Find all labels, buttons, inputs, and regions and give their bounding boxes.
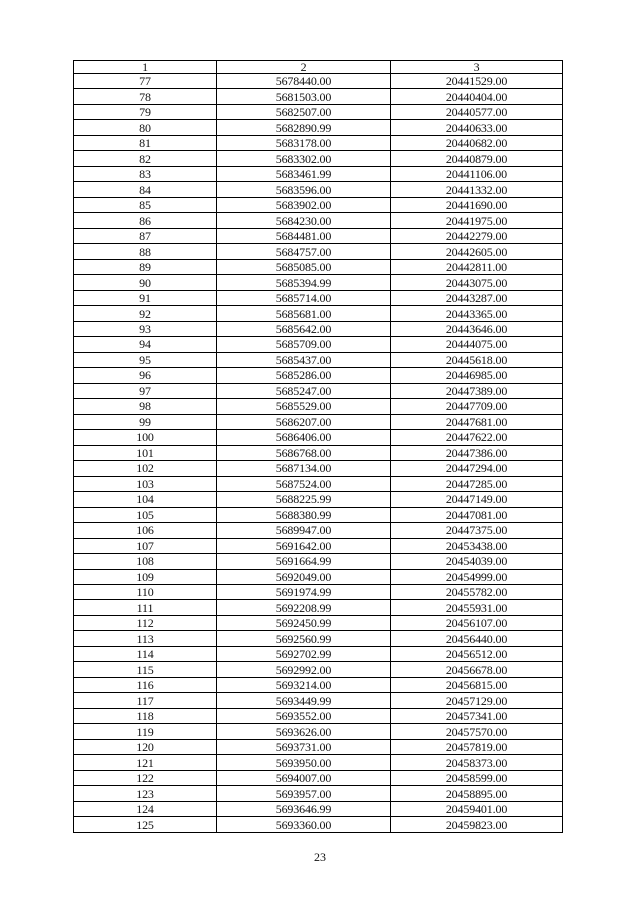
x-coordinate-cell: 5693646.99 xyxy=(217,801,391,816)
point-number-cell: 112 xyxy=(74,615,217,630)
point-number-cell: 78 xyxy=(74,89,217,104)
table-row xyxy=(74,89,563,104)
x-coordinate-cell: 5692450.99 xyxy=(217,615,391,630)
x-coordinate-cell: 5686207.00 xyxy=(217,414,391,429)
y-coordinate-cell: 20447622.00 xyxy=(391,430,563,445)
y-coordinate-cell: 20453438.00 xyxy=(391,538,563,553)
table-row xyxy=(74,615,563,630)
point-number-cell: 114 xyxy=(74,646,217,661)
x-coordinate-cell: 5685247.00 xyxy=(217,383,391,398)
y-coordinate-cell: 20442811.00 xyxy=(391,259,563,274)
table-row xyxy=(74,507,563,522)
point-number-cell: 92 xyxy=(74,306,217,321)
table-row xyxy=(74,120,563,135)
point-number-cell: 85 xyxy=(74,197,217,212)
x-coordinate-cell: 5682890.99 xyxy=(217,120,391,135)
y-coordinate-cell: 20458895.00 xyxy=(391,786,563,801)
x-coordinate-cell: 5691974.99 xyxy=(217,584,391,599)
x-coordinate-cell: 5688380.99 xyxy=(217,507,391,522)
x-coordinate-cell: 5683461.99 xyxy=(217,166,391,181)
x-coordinate-cell: 5687134.00 xyxy=(217,461,391,476)
x-coordinate-cell: 5685714.00 xyxy=(217,290,391,305)
column-header-2: 2 xyxy=(217,61,391,74)
point-number-cell: 122 xyxy=(74,770,217,785)
point-number-cell: 94 xyxy=(74,337,217,352)
table-row xyxy=(74,104,563,119)
x-coordinate-cell: 5693626.00 xyxy=(217,724,391,739)
y-coordinate-cell: 20447081.00 xyxy=(391,507,563,522)
x-coordinate-cell: 5693552.00 xyxy=(217,708,391,723)
point-number-cell: 97 xyxy=(74,383,217,398)
point-number-cell: 124 xyxy=(74,801,217,816)
table-row xyxy=(74,259,563,274)
table-row xyxy=(74,244,563,259)
table-row xyxy=(74,801,563,816)
table-row xyxy=(74,817,563,833)
coordinates-table xyxy=(73,60,563,833)
point-number-cell: 125 xyxy=(74,817,217,833)
point-number-cell: 99 xyxy=(74,414,217,429)
y-coordinate-cell: 20447285.00 xyxy=(391,476,563,491)
y-coordinate-cell: 20458373.00 xyxy=(391,755,563,770)
x-coordinate-cell: 5693214.00 xyxy=(217,677,391,692)
x-coordinate-cell: 5683596.00 xyxy=(217,182,391,197)
x-coordinate-cell: 5694007.00 xyxy=(217,770,391,785)
table-row xyxy=(74,461,563,476)
y-coordinate-cell: 20447681.00 xyxy=(391,414,563,429)
table-row xyxy=(74,321,563,336)
table-row xyxy=(74,368,563,383)
table-row xyxy=(74,708,563,723)
point-number-cell: 82 xyxy=(74,151,217,166)
x-coordinate-cell: 5683302.00 xyxy=(217,151,391,166)
point-number-cell: 106 xyxy=(74,523,217,538)
point-number-cell: 103 xyxy=(74,476,217,491)
y-coordinate-cell: 20456512.00 xyxy=(391,646,563,661)
table-row xyxy=(74,554,563,569)
x-coordinate-cell: 5685709.00 xyxy=(217,337,391,352)
point-number-cell: 120 xyxy=(74,739,217,754)
x-coordinate-cell: 5685529.00 xyxy=(217,399,391,414)
point-number-cell: 111 xyxy=(74,600,217,615)
x-coordinate-cell: 5678440.00 xyxy=(217,74,391,89)
y-coordinate-cell: 20447386.00 xyxy=(391,445,563,460)
y-coordinate-cell: 20458599.00 xyxy=(391,770,563,785)
y-coordinate-cell: 20457129.00 xyxy=(391,693,563,708)
y-coordinate-cell: 20447375.00 xyxy=(391,523,563,538)
point-number-cell: 116 xyxy=(74,677,217,692)
point-number-cell: 108 xyxy=(74,554,217,569)
point-number-cell: 110 xyxy=(74,584,217,599)
x-coordinate-cell: 5693360.00 xyxy=(217,817,391,833)
point-number-cell: 102 xyxy=(74,461,217,476)
table-row xyxy=(74,476,563,491)
y-coordinate-cell: 20457570.00 xyxy=(391,724,563,739)
table-row xyxy=(74,662,563,677)
table-row xyxy=(74,213,563,228)
x-coordinate-cell: 5691642.00 xyxy=(217,538,391,553)
x-coordinate-cell: 5693731.00 xyxy=(217,739,391,754)
point-number-cell: 93 xyxy=(74,321,217,336)
table-row xyxy=(74,306,563,321)
y-coordinate-cell: 20440633.00 xyxy=(391,120,563,135)
point-number-cell: 77 xyxy=(74,74,217,89)
x-coordinate-cell: 5685642.00 xyxy=(217,321,391,336)
x-coordinate-cell: 5685437.00 xyxy=(217,352,391,367)
y-coordinate-cell: 20447294.00 xyxy=(391,461,563,476)
x-coordinate-cell: 5685681.00 xyxy=(217,306,391,321)
x-coordinate-cell: 5685394.99 xyxy=(217,275,391,290)
point-number-cell: 121 xyxy=(74,755,217,770)
y-coordinate-cell: 20456678.00 xyxy=(391,662,563,677)
point-number-cell: 89 xyxy=(74,259,217,274)
table-row xyxy=(74,290,563,305)
x-coordinate-cell: 5681503.00 xyxy=(217,89,391,104)
x-coordinate-cell: 5684757.00 xyxy=(217,244,391,259)
point-number-cell: 117 xyxy=(74,693,217,708)
table-row xyxy=(74,399,563,414)
x-coordinate-cell: 5684481.00 xyxy=(217,228,391,243)
y-coordinate-cell: 20456440.00 xyxy=(391,631,563,646)
y-coordinate-cell: 20459401.00 xyxy=(391,801,563,816)
table-row xyxy=(74,352,563,367)
table-row xyxy=(74,770,563,785)
point-number-cell: 105 xyxy=(74,507,217,522)
point-number-cell: 115 xyxy=(74,662,217,677)
point-number-cell: 100 xyxy=(74,430,217,445)
table-row xyxy=(74,677,563,692)
point-number-cell: 79 xyxy=(74,104,217,119)
y-coordinate-cell: 20443646.00 xyxy=(391,321,563,336)
table-row xyxy=(74,135,563,150)
y-coordinate-cell: 20440404.00 xyxy=(391,89,563,104)
point-number-cell: 109 xyxy=(74,569,217,584)
y-coordinate-cell: 20442605.00 xyxy=(391,244,563,259)
table-row xyxy=(74,182,563,197)
table-row xyxy=(74,739,563,754)
x-coordinate-cell: 5692992.00 xyxy=(217,662,391,677)
table-row xyxy=(74,600,563,615)
point-number-cell: 118 xyxy=(74,708,217,723)
x-coordinate-cell: 5692560.99 xyxy=(217,631,391,646)
y-coordinate-cell: 20456815.00 xyxy=(391,677,563,692)
table-row xyxy=(74,538,563,553)
point-number-cell: 81 xyxy=(74,135,217,150)
table-row xyxy=(74,724,563,739)
table-row xyxy=(74,445,563,460)
point-number-cell: 123 xyxy=(74,786,217,801)
table-row xyxy=(74,492,563,507)
y-coordinate-cell: 20457819.00 xyxy=(391,739,563,754)
point-number-cell: 95 xyxy=(74,352,217,367)
x-coordinate-cell: 5688225.99 xyxy=(217,492,391,507)
point-number-cell: 107 xyxy=(74,538,217,553)
x-coordinate-cell: 5692702.99 xyxy=(217,646,391,661)
point-number-cell: 91 xyxy=(74,290,217,305)
y-coordinate-cell: 20456107.00 xyxy=(391,615,563,630)
table-row xyxy=(74,569,563,584)
table-row xyxy=(74,631,563,646)
point-number-cell: 101 xyxy=(74,445,217,460)
point-number-cell: 87 xyxy=(74,228,217,243)
x-coordinate-cell: 5692049.00 xyxy=(217,569,391,584)
x-coordinate-cell: 5686406.00 xyxy=(217,430,391,445)
y-coordinate-cell: 20457341.00 xyxy=(391,708,563,723)
y-coordinate-cell: 20443365.00 xyxy=(391,306,563,321)
column-header-1: 1 xyxy=(74,61,217,74)
y-coordinate-cell: 20441690.00 xyxy=(391,197,563,212)
y-coordinate-cell: 20440682.00 xyxy=(391,135,563,150)
y-coordinate-cell: 20443075.00 xyxy=(391,275,563,290)
y-coordinate-cell: 20444075.00 xyxy=(391,337,563,352)
y-coordinate-cell: 20455931.00 xyxy=(391,600,563,615)
y-coordinate-cell: 20446985.00 xyxy=(391,368,563,383)
table-row xyxy=(74,755,563,770)
point-number-cell: 113 xyxy=(74,631,217,646)
point-number-cell: 90 xyxy=(74,275,217,290)
y-coordinate-cell: 20443287.00 xyxy=(391,290,563,305)
table-header-row xyxy=(74,61,563,74)
point-number-cell: 86 xyxy=(74,213,217,228)
x-coordinate-cell: 5683902.00 xyxy=(217,197,391,212)
table-row xyxy=(74,166,563,181)
y-coordinate-cell: 20440879.00 xyxy=(391,151,563,166)
table-row xyxy=(74,151,563,166)
y-coordinate-cell: 20459823.00 xyxy=(391,817,563,833)
y-coordinate-cell: 20447389.00 xyxy=(391,383,563,398)
point-number-cell: 88 xyxy=(74,244,217,259)
y-coordinate-cell: 20447709.00 xyxy=(391,399,563,414)
x-coordinate-cell: 5686768.00 xyxy=(217,445,391,460)
x-coordinate-cell: 5685286.00 xyxy=(217,368,391,383)
table-row xyxy=(74,786,563,801)
point-number-cell: 80 xyxy=(74,120,217,135)
table-row xyxy=(74,430,563,445)
point-number-cell: 98 xyxy=(74,399,217,414)
table-body xyxy=(74,74,563,833)
x-coordinate-cell: 5684230.00 xyxy=(217,213,391,228)
table-row xyxy=(74,275,563,290)
x-coordinate-cell: 5683178.00 xyxy=(217,135,391,150)
x-coordinate-cell: 5692208.99 xyxy=(217,600,391,615)
y-coordinate-cell: 20442279.00 xyxy=(391,228,563,243)
x-coordinate-cell: 5685085.00 xyxy=(217,259,391,274)
y-coordinate-cell: 20454039.00 xyxy=(391,554,563,569)
table-row xyxy=(74,414,563,429)
point-number-cell: 83 xyxy=(74,166,217,181)
point-number-cell: 119 xyxy=(74,724,217,739)
y-coordinate-cell: 20441332.00 xyxy=(391,182,563,197)
y-coordinate-cell: 20447149.00 xyxy=(391,492,563,507)
x-coordinate-cell: 5693957.00 xyxy=(217,786,391,801)
page-number: 23 xyxy=(314,850,326,864)
y-coordinate-cell: 20441106.00 xyxy=(391,166,563,181)
column-header-3: 3 xyxy=(391,61,563,74)
y-coordinate-cell: 20455782.00 xyxy=(391,584,563,599)
x-coordinate-cell: 5689947.00 xyxy=(217,523,391,538)
y-coordinate-cell: 20441529.00 xyxy=(391,74,563,89)
table-row xyxy=(74,197,563,212)
y-coordinate-cell: 20441975.00 xyxy=(391,213,563,228)
table-row xyxy=(74,383,563,398)
point-number-cell: 104 xyxy=(74,492,217,507)
x-coordinate-cell: 5682507.00 xyxy=(217,104,391,119)
y-coordinate-cell: 20445618.00 xyxy=(391,352,563,367)
point-number-cell: 96 xyxy=(74,368,217,383)
x-coordinate-cell: 5693449.99 xyxy=(217,693,391,708)
table-row xyxy=(74,646,563,661)
x-coordinate-cell: 5693950.00 xyxy=(217,755,391,770)
table-row xyxy=(74,523,563,538)
y-coordinate-cell: 20454999.00 xyxy=(391,569,563,584)
x-coordinate-cell: 5691664.99 xyxy=(217,554,391,569)
table-row xyxy=(74,337,563,352)
table-row xyxy=(74,693,563,708)
y-coordinate-cell: 20440577.00 xyxy=(391,104,563,119)
x-coordinate-cell: 5687524.00 xyxy=(217,476,391,491)
table-row xyxy=(74,584,563,599)
point-number-cell: 84 xyxy=(74,182,217,197)
table-row xyxy=(74,228,563,243)
table-row xyxy=(74,74,563,89)
